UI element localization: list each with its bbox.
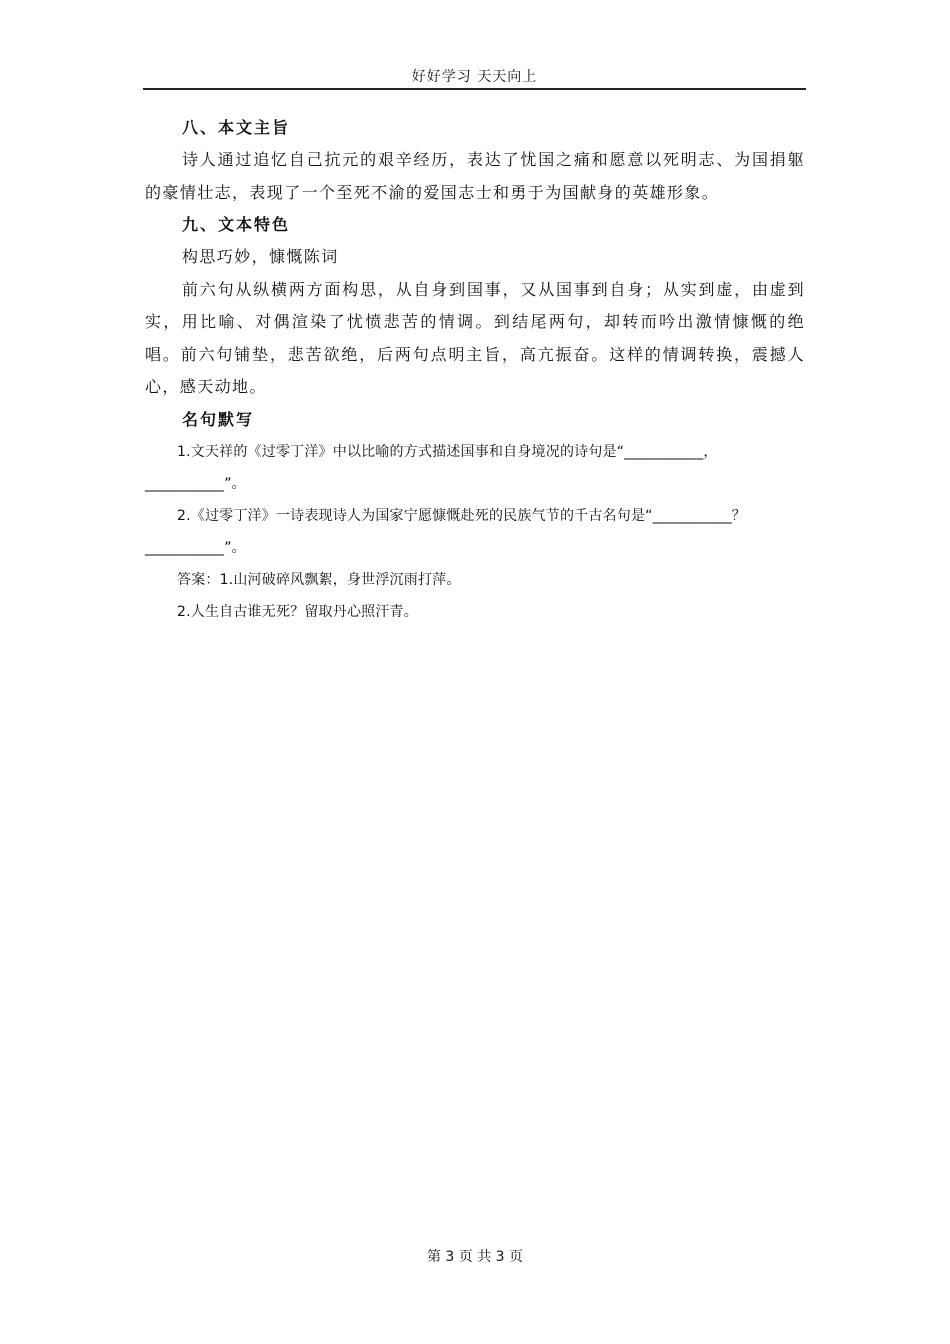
dictation-question-2: 2.《过零丁洋》一诗表现诗人为国家宁愿慷慨赴死的民族气节的千古名句是“___________？___________”。 — [145, 507, 747, 556]
section-heading-theme: 八、本文主旨 — [182, 118, 291, 137]
features-paragraph: 前六句从纵横两方面构思，从自身到国事，又从国事到自身；从实到虚，由虚到实，用比喻、对偶渲染了忧愤悲苦的情调。到结尾两句，却转而吟出激情慷慨的绝唱。前六句铺垫，悲苦欲绝，后两句点明主旨，高亢振奋。这样的情调转换，震撼人心，感天动地。 — [145, 279, 805, 396]
features-subtitle: 构思巧妙，慷慨陈词 — [182, 247, 339, 266]
page-number: 第 3 页 共 3 页 — [426, 1249, 524, 1265]
dictation-answer-1: 答案：1.山河破碎风飘絮，身世浮沉雨打萍。 — [177, 571, 461, 588]
section-heading-features: 九、文本特色 — [182, 215, 291, 234]
dictation-question-1: 1.文天祥的《过零丁洋》中以比喻的方式描述国事和自身境况的诗句是“___________，___________”。 — [145, 443, 718, 492]
dictation-answer-2: 2.人生自古谁无死？留取丹心照汗青。 — [177, 603, 418, 620]
document-body — [145, 112, 805, 628]
section-heading-dictation: 名句默写 — [182, 409, 255, 429]
page-header — [143, 66, 806, 90]
page-footer — [0, 1246, 950, 1268]
header-text: 好好学习 天天向上 — [411, 69, 538, 85]
theme-paragraph: 诗人通过追忆自己抗元的艰辛经历，表达了忧国之痛和愿意以死明志、为国捐躯的豪情壮志，表现了一个至死不渝的爱国志士和勇于为国献身的英雄形象。 — [145, 150, 805, 202]
